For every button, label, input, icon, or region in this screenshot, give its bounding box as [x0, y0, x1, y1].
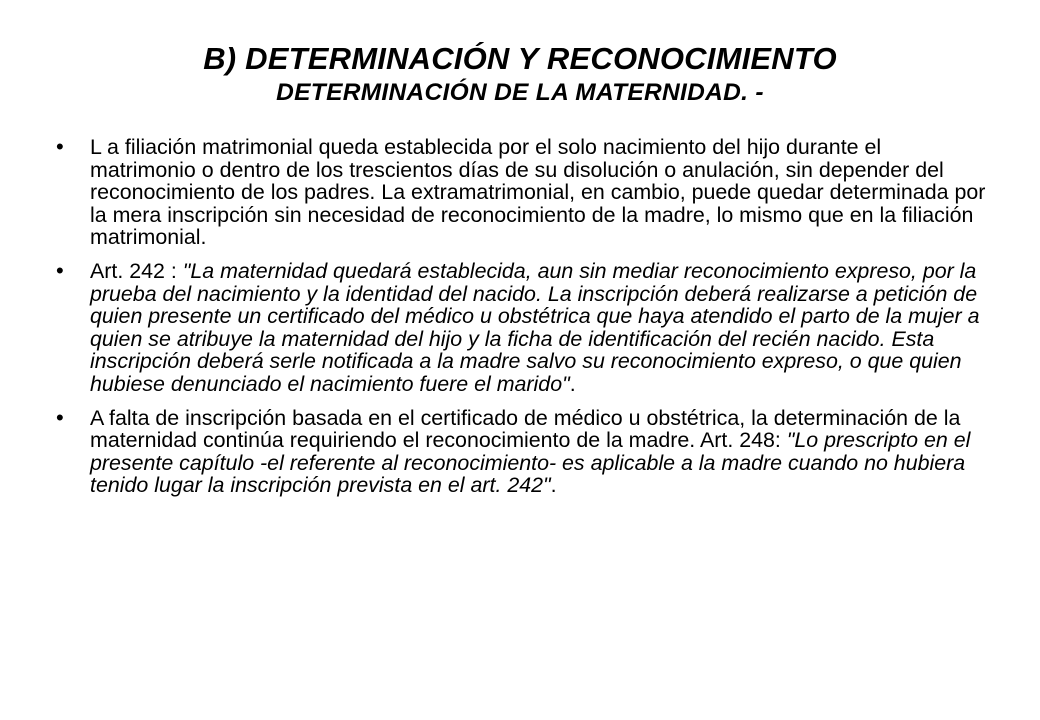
bullet-icon: • [56, 134, 64, 159]
bullet-item-filiacion [56, 136, 986, 249]
title-main: B) DETERMINACIÓN Y RECONOCIMIENTO [203, 41, 837, 76]
bullet-quote: "La maternidad quedará establecida, aun sin mediar reconocimiento expreso, por la prueba del nacimiento y la identidad del nacido. La inscripción deberá realizarse a petición de quien presente un certificado del médico u obstétrica que haya atendido el parto de la mujer a quien se atribuye la maternidad del hijo y la ficha de identificación del recién nacido. Esta inscripción deberá serle notificada a la madre salvo su reconocimiento expreso, o que quien hubiese denunciado el nacimiento fuere el marido" [90, 258, 980, 396]
bullet-quote: "Lo prescripto en el presente capítulo -el referente al reconocimiento- es aplicable a la madre cuando no hubiera tenido lugar la inscripción prevista en el art. 242" [90, 428, 971, 498]
bullet-item-art-248 [56, 404, 986, 498]
bullet-prefix: A falta de inscripción basada en el certificado de médico u obstétrica, la determinación de la maternidad continúa requiriendo el reconocimiento de la madre. Art. 248: [90, 405, 961, 453]
bullet-item-art-242 [56, 257, 986, 396]
bullet-suffix: . [550, 473, 557, 498]
bullet-suffix: . [569, 371, 576, 396]
bullet-icon: • [56, 404, 64, 430]
title-subtitle: DETERMINACIÓN DE LA MATERNIDAD. - [276, 79, 764, 106]
bullet-text: L a filiación matrimonial queda establecida por el solo nacimiento del hijo durante el matrimonio o dentro de los trescientos días de su disolución o anulación, sin depender del reconocimiento de los padres. La extramatrimonial, en cambio, puede quedar determinada por la mera inscripción sin necesidad de reconocimiento de la madre, lo mismo que en la filiación matrimonial. [90, 135, 986, 250]
bullet-list [56, 136, 986, 508]
bullet-icon: • [56, 257, 64, 283]
slide-title [0, 40, 1040, 108]
bullet-prefix: Art. 242 : [90, 258, 183, 283]
